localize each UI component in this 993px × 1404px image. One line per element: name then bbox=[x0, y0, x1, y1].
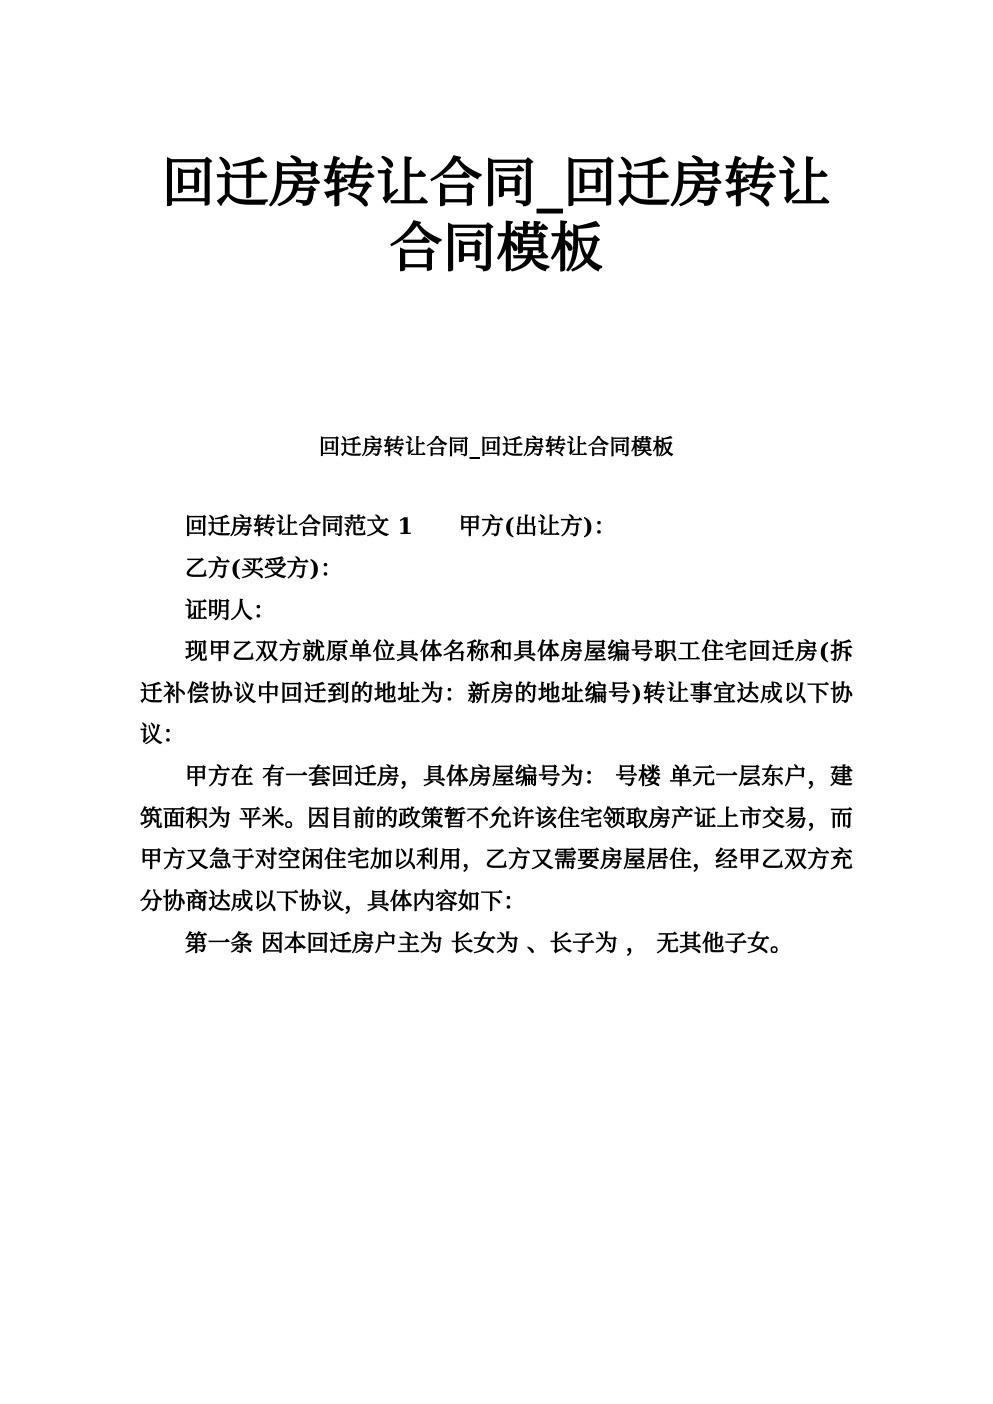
paragraph-3: 证明人： bbox=[185, 597, 276, 624]
document-subtitle: 回迁房转让合同_回迁房转让合同模板 bbox=[319, 434, 674, 460]
paragraph-4: 现甲乙双方就原单位具体名称和具体房屋编号职工住宅回迁房(拆迁补偿协议中回迁到的地址为：新房的地址编号)转让事宜达成以下协议： bbox=[140, 639, 853, 749]
paragraph-6: 第一条 因本回迁房户主为 长女为 、长子为 ， 无其他子女。 bbox=[185, 930, 793, 957]
paragraph-1: 回迁房转让合同范文 1 甲方(出让方)： bbox=[185, 514, 617, 541]
document-body bbox=[140, 461, 853, 965]
paragraph-2: 乙方(买受方)： bbox=[185, 555, 343, 582]
paragraph-5: 甲方在 有一套回迁房，具体房屋编号为： 号楼 单元一层东户，建筑面积为 平米。因目前的政策暂不允许该住宅领取房产证上市交易，而甲方又急于对空闲住宅加以利用，乙方又需要房屋居住，经甲乙双方充分协商达成以下协议，具体内容如下： bbox=[140, 764, 853, 915]
page-title: 回迁房转让合同_回迁房转让合同模板 bbox=[162, 153, 831, 279]
